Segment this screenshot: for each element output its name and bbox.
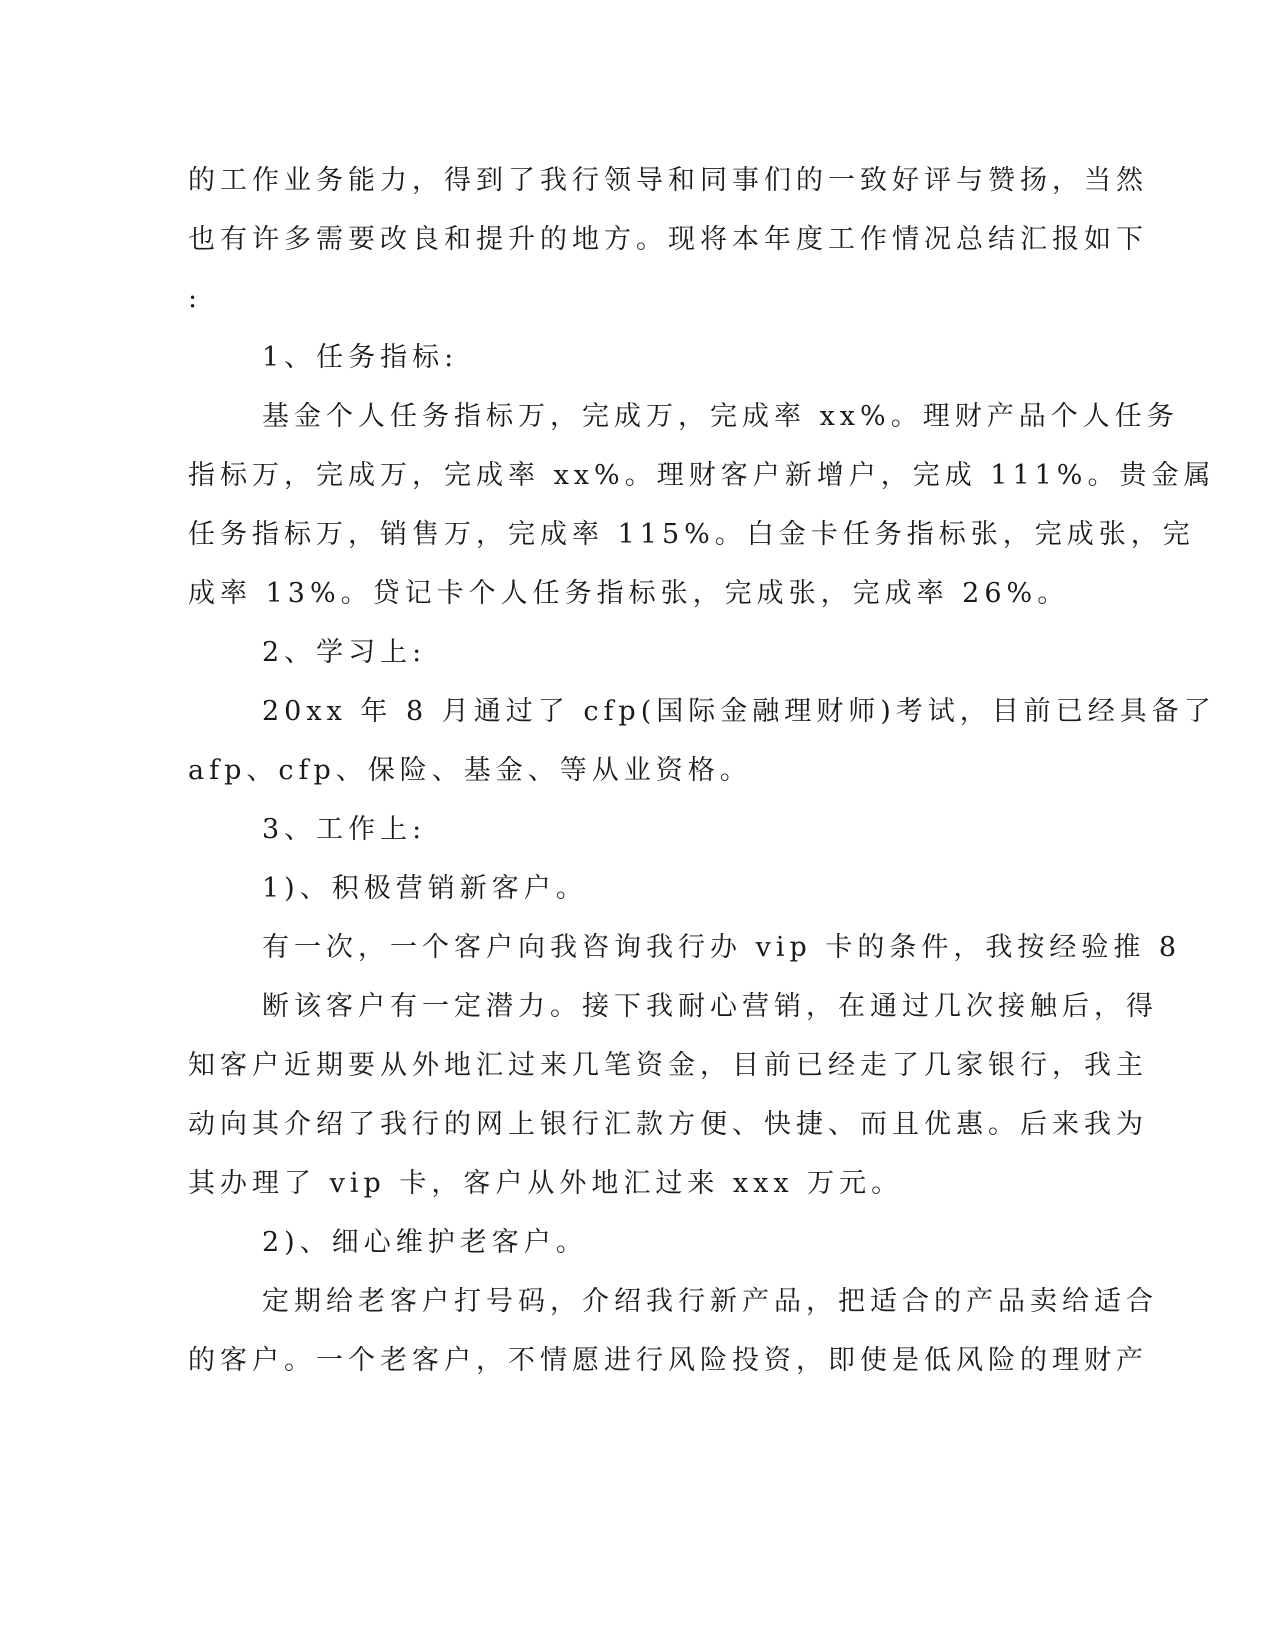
text-line: 知客户近期要从外地汇过来几笔资金，目前已经走了几家银行，我主: [188, 1050, 1148, 1081]
text-line: 的客户。一个老客户，不情愿进行风险投资，即使是低风险的理财产: [188, 1345, 1148, 1376]
section-heading: 1、任务指标:: [262, 342, 459, 373]
text-line: 有一次，一个客户向我咨询我行办 vip 卡的条件，我按经验推 8: [262, 932, 1182, 963]
section-heading: 3、工作上:: [262, 814, 427, 845]
subsection-heading: 2)、细心维护老客户。: [262, 1227, 588, 1258]
text-line: 定期给老客户打号码，介绍我行新产品，把适合的产品卖给适合: [262, 1286, 1158, 1317]
text-line: 的工作业务能力，得到了我行领导和同事们的一致好评与赞扬，当然: [188, 165, 1148, 196]
text-line: :: [188, 283, 203, 314]
text-line: 也有许多需要改良和提升的地方。现将本年度工作情况总结汇报如下: [188, 224, 1148, 255]
text-line: afp、cfp、保险、基金、等从业资格。: [188, 755, 752, 786]
text-line: 断该客户有一定潜力。接下我耐心营销，在通过几次接触后，得: [262, 991, 1158, 1022]
text-line: 20xx 年 8 月通过了 cfp(国际金融理财师)考试，目前已经具备了: [262, 696, 1216, 727]
section-heading: 2、学习上:: [262, 637, 427, 668]
text-line: 动向其介绍了我行的网上银行汇款方便、快捷、而且优惠。后来我为: [188, 1109, 1148, 1140]
text-line: 指标万，完成万，完成率 xx%。理财客户新增户，完成 111%。贵金属: [188, 460, 1216, 491]
text-line: 成率 13%。贷记卡个人任务指标张，完成张，完成率 26%。: [188, 578, 1070, 609]
text-line: 基金个人任务指标万，完成万，完成率 xx%。理财产品个人任务: [262, 401, 1179, 432]
subsection-heading: 1)、积极营销新客户。: [262, 873, 588, 904]
text-line: 任务指标万，销售万，完成率 115%。白金卡任务指标张，完成张，完: [188, 519, 1195, 550]
text-line: 其办理了 vip 卡，客户从外地汇过来 xxx 万元。: [188, 1168, 904, 1199]
